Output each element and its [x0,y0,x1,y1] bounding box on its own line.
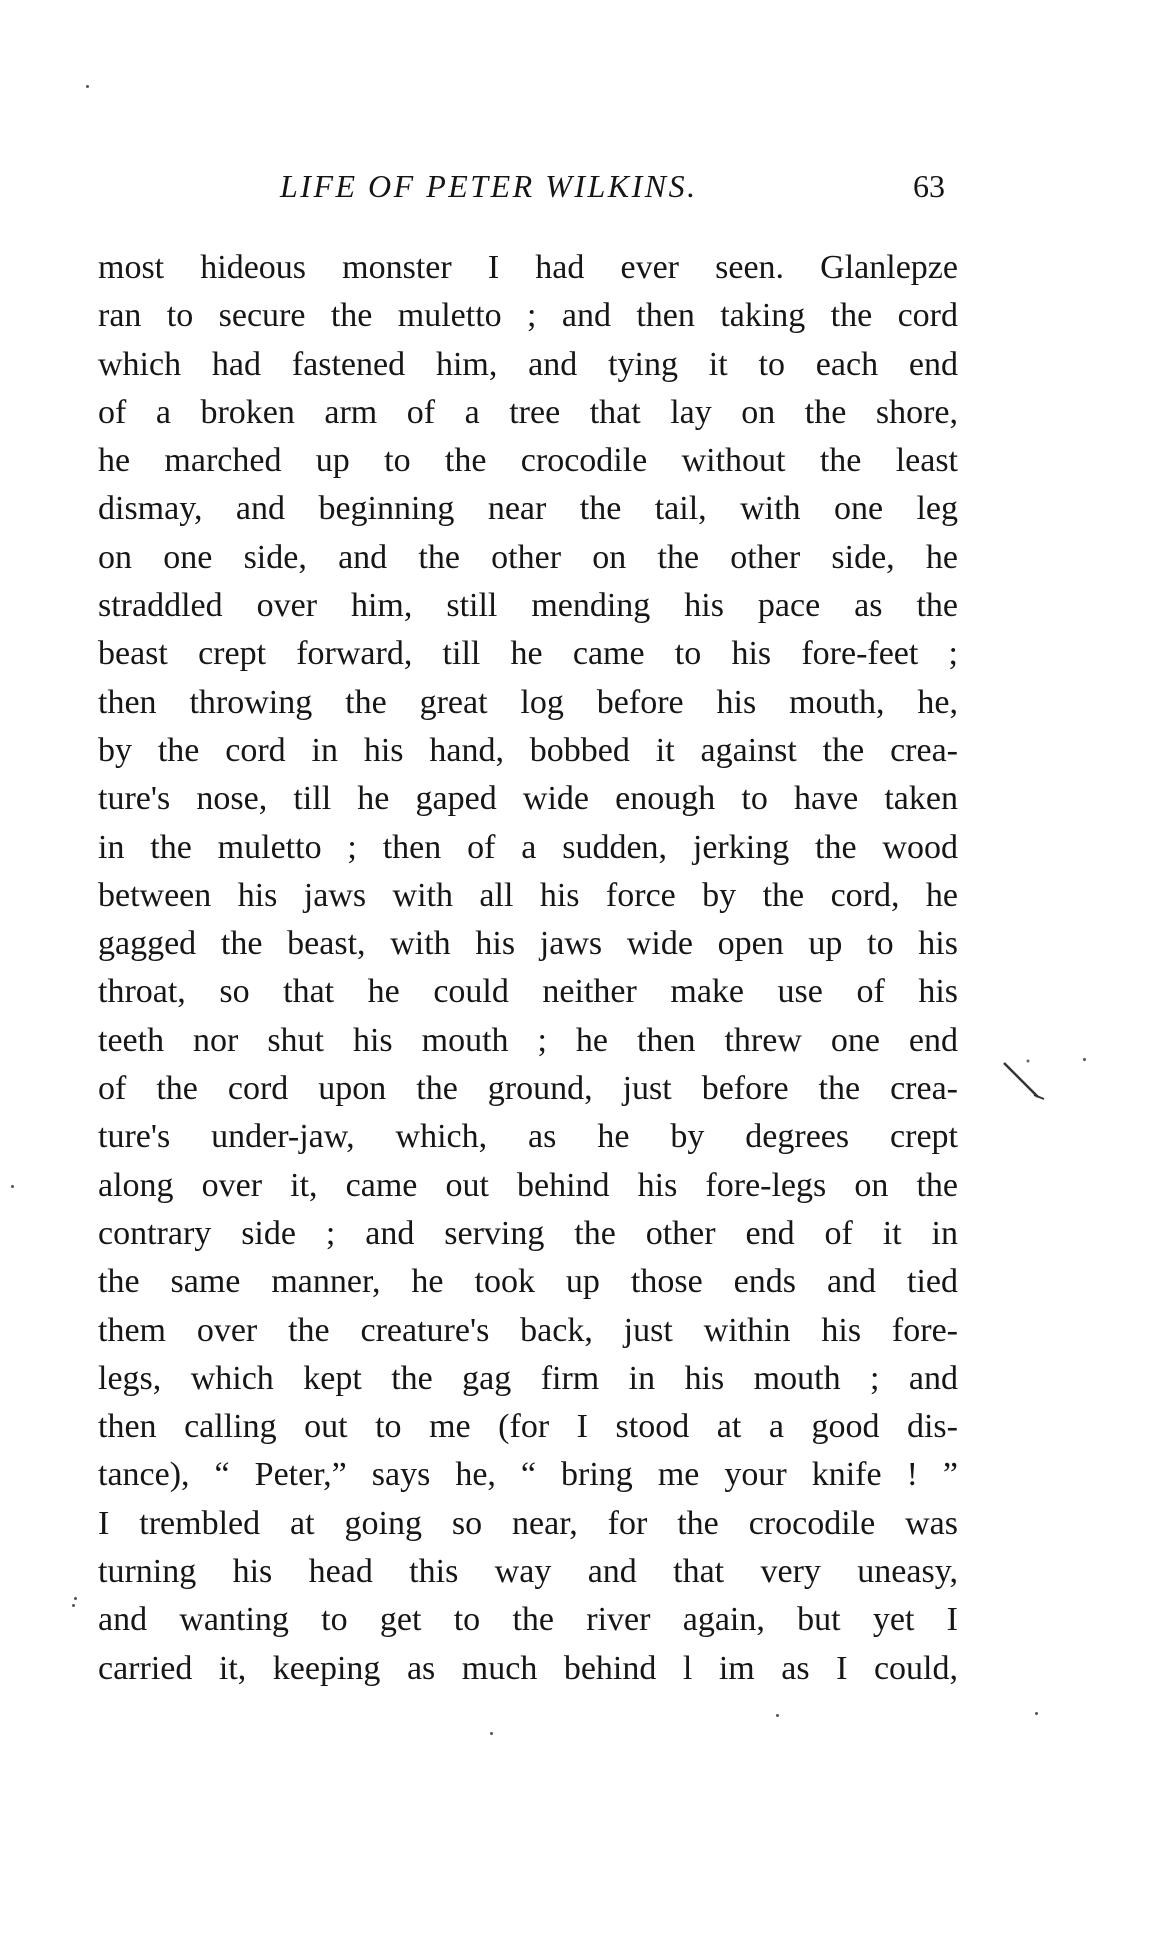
text-line: teeth nor shut his mouth ; he then threw one end [98,1021,958,1059]
scan-speck [776,1714,779,1717]
running-title: LIFE OF PETER WILKINS. [280,168,698,204]
text-line: ture's nose, till he gaped wide enough to have taken [98,780,958,818]
text-line: then calling out to me (for I stood at a good dis- [98,1408,958,1446]
text-line: beast crept forward, till he came to his fore-feet ; [98,635,958,673]
text-line: legs, which kept the gag firm in his mouth ; and [98,1359,958,1397]
scan-speck [86,85,89,88]
text-line: between his jaws with all his force by the cord, he [98,876,958,914]
body-text [98,244,958,1693]
text-line: of the cord upon the ground, just before the crea- [98,1070,958,1108]
text-line: and wanting to get to the river again, but yet I [98,1601,958,1639]
text-line: then throwing the great log before his mouth, he, [98,683,958,721]
margin-mark [1000,1055,1080,1115]
text-line: in the muletto ; then of a sudden, jerking the wood [98,828,958,866]
text-line: contrary side ; and serving the other end of it in [98,1214,958,1252]
text-line: straddled over him, still mending his pace as the [98,587,958,625]
text-line: ran to secure the muletto ; and then taking the cord [98,297,958,335]
text-line: throat, so that he could neither make use of his [98,973,958,1011]
text-line: carried it, keeping as much behind l im as I could, [98,1649,958,1687]
text-line: them over the creature's back, just within his fore- [98,1311,958,1349]
text-line: of a broken arm of a tree that lay on the shore, [98,393,958,431]
text-line: dismay, and beginning near the tail, with one leg [98,490,958,528]
text-line: gagged the beast, with his jaws wide open up to his [98,925,958,963]
scan-speck [490,1732,493,1735]
text-line: most hideous monster I had ever seen. Glanlepze [98,249,958,286]
scan-speck [74,1597,77,1600]
text-line: the same manner, he took up those ends and tied [98,1263,958,1301]
scan-speck [1035,1712,1038,1715]
text-line: I trembled at going so near, for the crocodile was [98,1504,958,1542]
scan-speck [72,1604,75,1607]
text-line: which had fastened him, and tying it to each end [98,345,958,383]
text-line: by the cord in his hand, bobbed it against the crea- [98,731,958,769]
scan-speck [1083,1058,1086,1061]
scan-speck [11,1185,14,1188]
text-line: along over it, came out behind his fore-legs on the [98,1166,958,1204]
text-line: turning his head this way and that very uneasy, [98,1553,958,1591]
page-number: 63 [913,168,945,204]
text-line: ture's under-jaw, which, as he by degrees crept [98,1118,958,1156]
text-line: he marched up to the crocodile without the least [98,442,958,480]
text-line: tance), “ Peter,” says he, “ bring me your knife ! ” [98,1456,958,1494]
text-line: on one side, and the other on the other side, he [98,538,958,576]
